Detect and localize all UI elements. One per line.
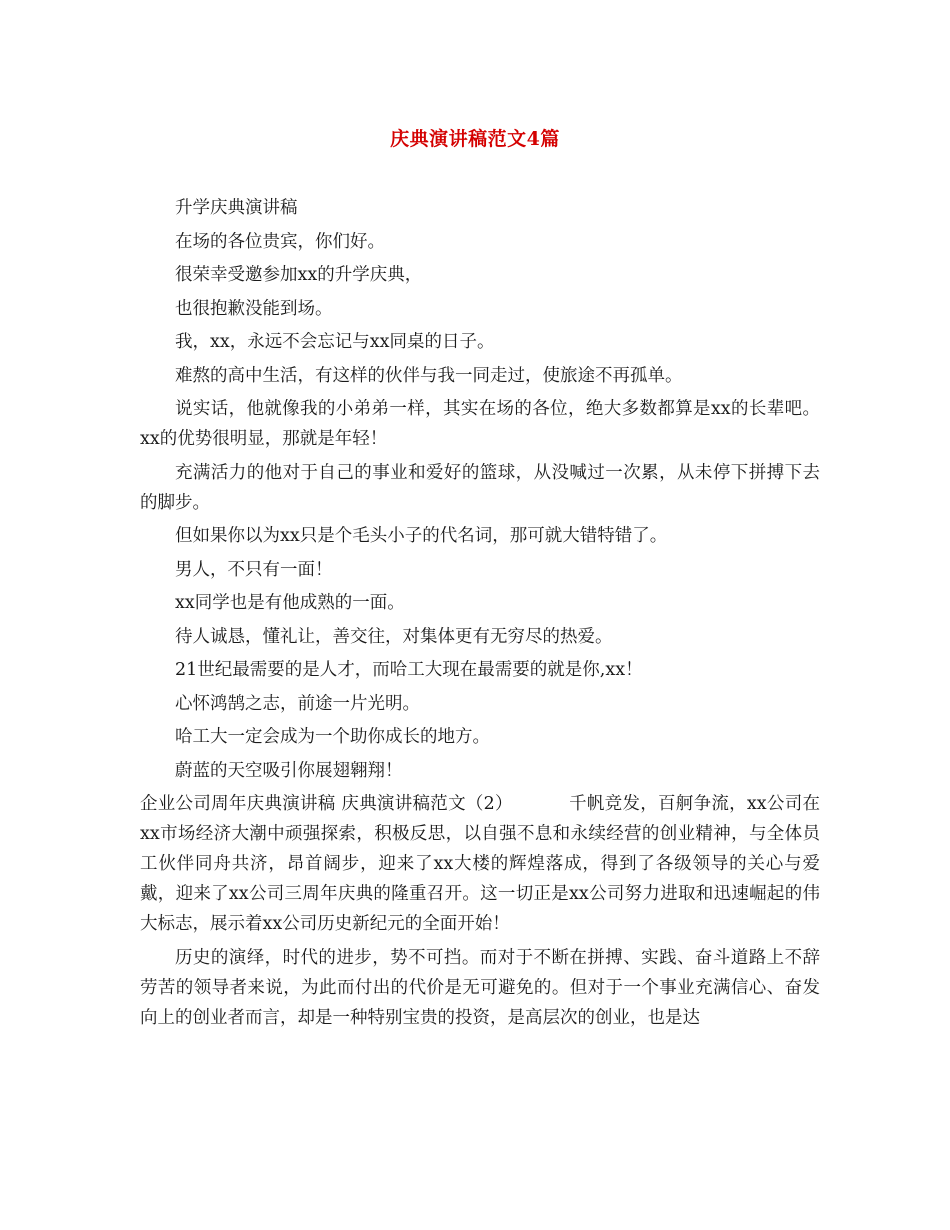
paragraph: 在场的各位贵宾，你们好。 [175,231,385,252]
paragraph: 但如果你以为xx只是个毛头小子的代名词，那可就大错特错了。 [175,526,668,546]
section-2-heading: 企业公司周年庆典演讲稿 庆典演讲稿范文（2） [140,794,513,814]
paragraph: 升学庆典演讲稿 [175,198,298,218]
paragraph: 也很抱歉没能到场。 [175,298,333,319]
paragraph: 说实话，他就像我的小弟弟一样，其实在场的各位，绝大多数都算是xx的长辈吧。xx的优势很明显，那就是年轻！ [140,399,820,449]
paragraph: 充满活力的他对于自己的事业和爱好的篮球，从没喊过一次累，从未停下拼搏下去的脚步。 [140,462,820,513]
document-title: 庆典演讲稿范文4篇 [390,128,560,150]
paragraph: 历史的演绎，时代的进步，势不可挡。而对于不断在拼搏、实践、奋斗道路上不辞劳苦的领导者来说，为此而付出的代价是无可避免的。但对于一个事业充满信心、奋发向上的创业者而言，却是一种特别宝贵的投资，是高层次的创业，也是达 [140,947,820,1028]
paragraph: 21世纪最需要的是人才，而哈工大现在最需要的就是你,xx！ [175,660,643,680]
paragraph: 男人，不只有一面！ [175,559,333,580]
paragraph: 哈工大一定会成为一个助你成长的地方。 [175,727,490,747]
paragraph: 我，xx，永远不会忘记与xx同桌的日子。 [175,332,495,352]
paragraph: xx同学也是有他成熟的一面。 [175,593,405,613]
section-2-paragraph [140,789,820,939]
document-body [140,193,820,1036]
paragraph: 难熬的高中生活，有这样的伙伴与我一同走过，使旅途不再孤单。 [175,365,683,386]
paragraph: 很荣幸受邀参加xx的升学庆典， [175,265,423,285]
paragraph: 心怀鸿鹄之志，前途一片光明。 [175,693,420,714]
paragraph: 待人诚恳，懂礼让，善交往，对集体更有无穷尽的热爱。 [175,626,613,647]
paragraph: 蔚蓝的天空吸引你展翅翱翔！ [175,760,403,781]
section-2-first-text: 千帆竞发，百舸争流，xx公司在xx市场经济大潮中顽强探索，积极反思，以自强不息和永续经营的创业精神，与全体员工伙伴同舟共济，昂首阔步，迎来了xx大楼的辉煌落成，得到了各级领导的关心与爱戴，迎来了xx公司三周年庆典的隆重召开。这一切正是xx公司努力进取和迅速崛起的伟大标志，展示着xx公司历史新纪元的全面开始！ [140,794,820,934]
